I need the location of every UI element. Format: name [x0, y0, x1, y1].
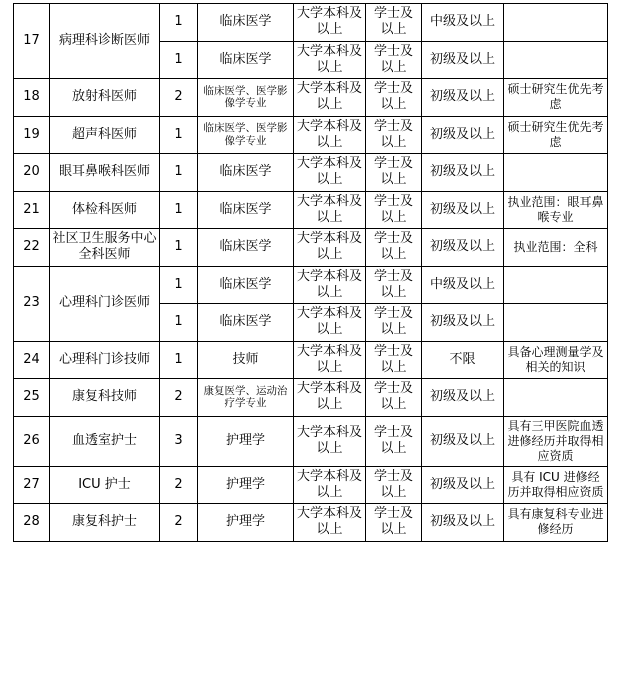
headcount: 1 — [160, 154, 198, 192]
headcount: 2 — [160, 466, 198, 504]
degree-requirement: 学士及以上 — [366, 79, 422, 117]
table-row — [14, 416, 608, 466]
headcount: 2 — [160, 79, 198, 117]
post-name: 心理科门诊技师 — [50, 341, 160, 379]
table-row — [14, 79, 608, 117]
other-requirement — [504, 41, 608, 79]
other-requirement: 具有 ICU 进修经历并取得相应资质 — [504, 466, 608, 504]
post-name: ICU 护士 — [50, 466, 160, 504]
other-requirement: 硕士研究生优先考虑 — [504, 116, 608, 154]
other-requirement: 具备心理测量学及相关的知识 — [504, 341, 608, 379]
education-requirement: 大学本科及以上 — [294, 79, 366, 117]
degree-requirement: 学士及以上 — [366, 341, 422, 379]
major-requirement: 护理学 — [198, 416, 294, 466]
major-requirement: 临床医学、医学影像学专业 — [198, 79, 294, 117]
headcount: 1 — [160, 4, 198, 42]
education-requirement: 大学本科及以上 — [294, 304, 366, 342]
professional-title-requirement: 初级及以上 — [422, 79, 504, 117]
table-row — [14, 266, 608, 304]
table-row — [14, 504, 608, 542]
professional-title-requirement: 中级及以上 — [422, 4, 504, 42]
degree-requirement: 学士及以上 — [366, 266, 422, 304]
professional-title-requirement: 初级及以上 — [422, 379, 504, 417]
post-name: 心理科门诊医师 — [50, 266, 160, 341]
education-requirement: 大学本科及以上 — [294, 116, 366, 154]
row-index: 24 — [14, 341, 50, 379]
major-requirement: 临床医学 — [198, 229, 294, 267]
recruitment-table — [13, 3, 608, 542]
education-requirement: 大学本科及以上 — [294, 466, 366, 504]
professional-title-requirement: 初级及以上 — [422, 154, 504, 192]
row-index: 19 — [14, 116, 50, 154]
major-requirement: 临床医学、医学影像学专业 — [198, 116, 294, 154]
post-name: 血透室护士 — [50, 416, 160, 466]
other-requirement — [504, 4, 608, 42]
degree-requirement: 学士及以上 — [366, 304, 422, 342]
row-index: 17 — [14, 4, 50, 79]
degree-requirement: 学士及以上 — [366, 466, 422, 504]
table-row — [14, 341, 608, 379]
major-requirement: 技师 — [198, 341, 294, 379]
row-index: 18 — [14, 79, 50, 117]
post-name: 社区卫生服务中心全科医师 — [50, 229, 160, 267]
headcount: 1 — [160, 41, 198, 79]
education-requirement: 大学本科及以上 — [294, 504, 366, 542]
professional-title-requirement: 中级及以上 — [422, 266, 504, 304]
post-name: 康复科护士 — [50, 504, 160, 542]
other-requirement: 具有三甲医院血透进修经历并取得相应资质 — [504, 416, 608, 466]
professional-title-requirement: 初级及以上 — [422, 416, 504, 466]
major-requirement: 临床医学 — [198, 154, 294, 192]
post-name: 体检科医师 — [50, 191, 160, 229]
professional-title-requirement: 初级及以上 — [422, 41, 504, 79]
major-requirement: 护理学 — [198, 466, 294, 504]
headcount: 3 — [160, 416, 198, 466]
professional-title-requirement: 初级及以上 — [422, 191, 504, 229]
other-requirement: 执业范围：全科 — [504, 229, 608, 267]
major-requirement: 临床医学 — [198, 304, 294, 342]
education-requirement: 大学本科及以上 — [294, 191, 366, 229]
row-index: 22 — [14, 229, 50, 267]
degree-requirement: 学士及以上 — [366, 229, 422, 267]
professional-title-requirement: 初级及以上 — [422, 229, 504, 267]
other-requirement: 具有康复科专业进修经历 — [504, 504, 608, 542]
post-name: 放射科医师 — [50, 79, 160, 117]
education-requirement: 大学本科及以上 — [294, 154, 366, 192]
document-page — [0, 3, 620, 687]
degree-requirement: 学士及以上 — [366, 379, 422, 417]
headcount: 2 — [160, 379, 198, 417]
major-requirement: 临床医学 — [198, 41, 294, 79]
table-row — [14, 466, 608, 504]
degree-requirement: 学士及以上 — [366, 4, 422, 42]
headcount: 1 — [160, 191, 198, 229]
row-index: 25 — [14, 379, 50, 417]
other-requirement — [504, 266, 608, 304]
headcount: 1 — [160, 116, 198, 154]
degree-requirement: 学士及以上 — [366, 154, 422, 192]
major-requirement: 临床医学 — [198, 4, 294, 42]
post-name: 超声科医师 — [50, 116, 160, 154]
other-requirement — [504, 154, 608, 192]
table-row — [14, 154, 608, 192]
education-requirement: 大学本科及以上 — [294, 4, 366, 42]
major-requirement: 临床医学 — [198, 266, 294, 304]
other-requirement — [504, 379, 608, 417]
headcount: 1 — [160, 266, 198, 304]
table-row — [14, 4, 608, 42]
post-name: 病理科诊断医师 — [50, 4, 160, 79]
major-requirement: 康复医学、运动治疗学专业 — [198, 379, 294, 417]
education-requirement: 大学本科及以上 — [294, 41, 366, 79]
professional-title-requirement: 初级及以上 — [422, 116, 504, 154]
table-row — [14, 191, 608, 229]
post-name: 眼耳鼻喉科医师 — [50, 154, 160, 192]
row-index: 20 — [14, 154, 50, 192]
headcount: 1 — [160, 229, 198, 267]
row-index: 21 — [14, 191, 50, 229]
degree-requirement: 学士及以上 — [366, 116, 422, 154]
degree-requirement: 学士及以上 — [366, 41, 422, 79]
professional-title-requirement: 不限 — [422, 341, 504, 379]
row-index: 23 — [14, 266, 50, 341]
row-index: 28 — [14, 504, 50, 542]
row-index: 26 — [14, 416, 50, 466]
degree-requirement: 学士及以上 — [366, 504, 422, 542]
professional-title-requirement: 初级及以上 — [422, 466, 504, 504]
major-requirement: 护理学 — [198, 504, 294, 542]
education-requirement: 大学本科及以上 — [294, 266, 366, 304]
other-requirement — [504, 304, 608, 342]
education-requirement: 大学本科及以上 — [294, 379, 366, 417]
table-row — [14, 379, 608, 417]
headcount: 1 — [160, 304, 198, 342]
table-row — [14, 116, 608, 154]
other-requirement: 执业范围：眼耳鼻喉专业 — [504, 191, 608, 229]
education-requirement: 大学本科及以上 — [294, 341, 366, 379]
table-body — [14, 4, 608, 542]
professional-title-requirement: 初级及以上 — [422, 304, 504, 342]
major-requirement: 临床医学 — [198, 191, 294, 229]
headcount: 1 — [160, 341, 198, 379]
headcount: 2 — [160, 504, 198, 542]
table-row — [14, 229, 608, 267]
education-requirement: 大学本科及以上 — [294, 416, 366, 466]
degree-requirement: 学士及以上 — [366, 416, 422, 466]
professional-title-requirement: 初级及以上 — [422, 504, 504, 542]
other-requirement: 硕士研究生优先考虑 — [504, 79, 608, 117]
row-index: 27 — [14, 466, 50, 504]
degree-requirement: 学士及以上 — [366, 191, 422, 229]
post-name: 康复科技师 — [50, 379, 160, 417]
education-requirement: 大学本科及以上 — [294, 229, 366, 267]
